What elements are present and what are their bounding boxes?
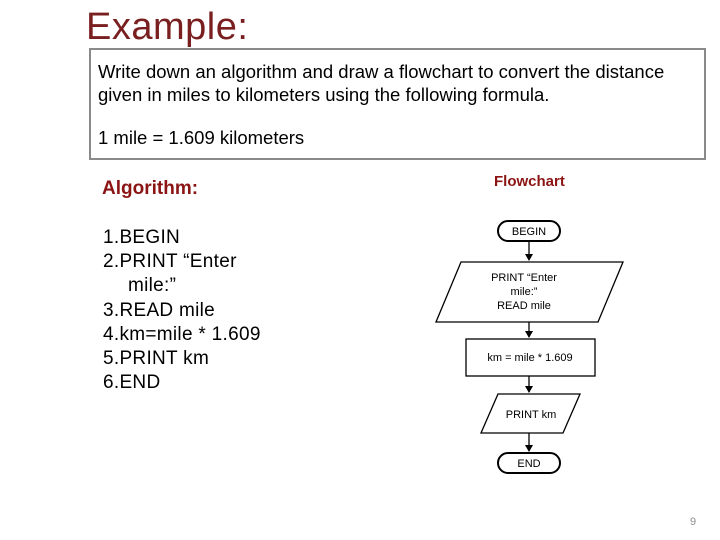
output-label: PRINT km [505,409,557,421]
process-label: km = mile * 1.609 [487,352,573,364]
page-number: 9 [690,516,697,528]
input-parallelogram [436,262,623,322]
algorithm-step: 2.PRINT “Enter [103,251,237,273]
algorithm-step: 6.END [103,372,161,394]
input-label-line-1: PRINT “Enter [491,272,557,284]
algorithm-step: 3.READ mile [103,299,216,321]
end-terminator [498,453,560,473]
input-label-line-2: mile:” [510,286,538,298]
algorithm-step: 1.BEGIN [103,227,181,248]
output-parallelogram [481,394,580,433]
input-label-line-3: READ mile [497,300,551,312]
end-label: END [517,458,541,470]
flowchart-title: Flowchart [494,173,565,190]
begin-label: BEGIN [511,226,547,238]
algorithm-step: 4.km=mile * 1.609 [103,323,261,345]
begin-terminator [498,221,560,241]
algorithm-title: Algorithm: [102,178,199,199]
problem-formula: 1 mile = 1.609 kilometers [98,127,305,148]
problem-text: Write down an algorithm and draw a flowchart to convert the distance given in miles to kilometers using the following formula. [98,61,665,105]
process-box [466,339,595,376]
algorithm-step-continuation: mile:” [128,275,177,297]
algorithm-step: 5.PRINT km [103,348,210,370]
slide-title: Example: [86,6,249,48]
